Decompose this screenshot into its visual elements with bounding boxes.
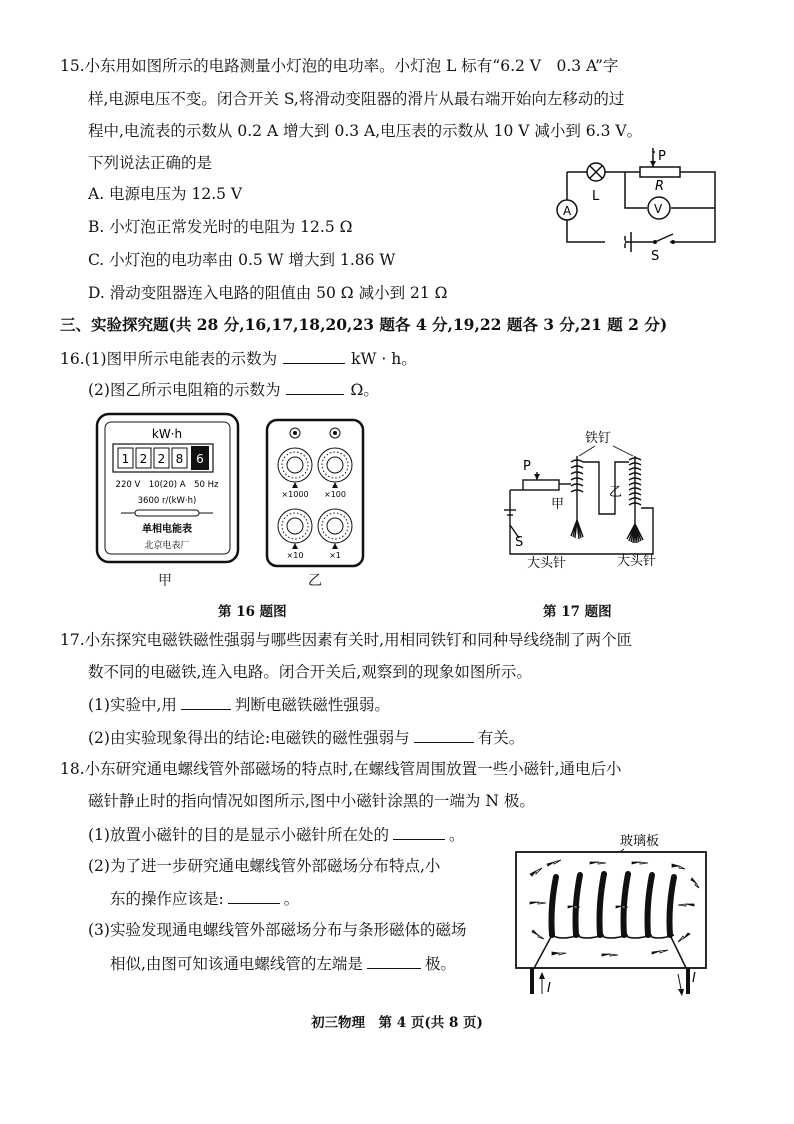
electromagnet-figure [495,422,680,574]
label-jia: 甲 [158,573,172,589]
circuit-label-l: L [592,189,600,204]
box-multiplier-1000: ×1000 [281,490,309,499]
circuit-label-v: V [654,202,663,216]
q18-part-3-text: 相似,由图可知该通电螺线管的左端是 [110,955,363,973]
q18-answer-blank-2[interactable] [228,887,280,904]
q18-part-1 [88,823,464,846]
box-multiplier-1: ×1 [329,551,341,560]
q18-current-label-left: I [547,981,551,996]
q16-answer-blank-1[interactable] [283,347,345,364]
electric-meter-figure [95,412,240,567]
solenoid-figure [512,822,712,1000]
q18-part-1-text: (1)放置小磁针的目的是显示小磁针所在处的 [88,826,389,844]
q15-stem-line-3: 程中,电流表的示数从 0.2 A 增大到 0.3 A,电压表的示数从 10 V 减小到 6.3 V。 [88,122,643,140]
q15-stem-line-4: 下列说法正确的是 [88,154,213,172]
q18-answer-blank-3[interactable] [367,952,421,969]
q15-stem-line-2: 样,电源电压不变。闭合开关 S,将滑动变阻器的滑片从最右端开始向左移动的过 [88,90,625,108]
q18-stem-line-1: 18.小东研究通电螺线管外部磁场的特点时,在螺线管周围放置一些小磁针,通电后小 [60,760,622,778]
q15-option-d: D. 滑动变阻器连入电路的阻值由 50 Ω 减小到 21 Ω [88,284,448,302]
q16-part-2 [88,378,379,401]
q15-circuit-diagram [555,148,725,266]
q16-figure-caption: 第 16 题图 [218,604,287,620]
q17-part-2 [88,726,524,749]
q17-label-s: S [515,535,524,550]
q16-part-2-unit: Ω。 [350,381,379,399]
circuit-label-p: P [658,149,666,164]
q15-stem-line-1: 15.小东用如图所示的电路测量小灯泡的电功率。小灯泡 L 标有“6.2 V 0.3 A”字 [60,57,619,75]
q17-part-1 [88,693,390,716]
page-footer: 初三物理 第 4 页(共 8 页) [311,1015,483,1031]
q18-part-2-line-1: (2)为了进一步研究通电螺线管外部磁场分布特点,小 [88,857,441,875]
meter-maker: 北京电表厂 [144,541,190,551]
q17-part-1-tail: 判断电磁铁磁性强弱。 [234,696,390,714]
q18-part-2-tail: 。 [283,890,300,908]
q17-label-p: P [523,459,531,474]
q18-part-3-line-1: (3)实验发现通电螺线管外部磁场分布与条形磁体的磁场 [88,921,467,939]
meter-specs: 220 V 10(20) A 50 Hz [115,480,219,490]
q17-label-pins-1: 大头针 [527,556,567,571]
q17-label-pins-2: 大头针 [617,554,657,569]
q17-stem-line-2: 数不同的电磁铁,连入电路。闭合开关后,观察到的现象如图所示。 [88,663,532,681]
box-multiplier-10: ×10 [286,551,304,560]
q16-answer-blank-2[interactable] [286,378,344,395]
q15-option-a: A. 电源电压为 12.5 V [88,185,243,203]
q17-part-2-text: (2)由实验现象得出的结论:电磁铁的磁性强弱与 [88,729,410,747]
q18-part-2-line-2 [110,887,299,910]
q18-part-1-tail: 。 [448,826,465,844]
q16-part-1 [60,347,417,370]
section-3-heading: 三、实验探究题(共 28 分,16,17,18,20,23 题各 4 分,19,22 题各 3 分,21 题 2 分) [60,315,668,334]
q15-option-b: B. 小灯泡正常发光时的电阻为 12.5 Ω [88,218,353,236]
q18-current-label-right: I [692,971,696,986]
q17-part-2-tail: 有关。 [477,729,525,747]
q18-answer-blank-1[interactable] [393,823,445,840]
q16-part-2-text: (2)图乙所示电阻箱的示数为 [88,381,281,399]
meter-digit-4: 8 [175,452,184,466]
q18-stem-line-2: 磁针静止时的指向情况如图所示,图中小磁针涂黑的一端为 N 极。 [88,792,535,810]
q16-part-1-text: 16.(1)图甲所示电能表的示数为 [60,350,278,368]
meter-digit-1: 1 [121,452,130,466]
q17-part-1-text: (1)实验中,用 [88,696,177,714]
q17-answer-blank-2[interactable] [414,726,474,743]
meter-digit-5: 6 [196,452,204,466]
q17-figure-caption: 第 17 题图 [543,604,612,620]
q18-part-2-text: 东的操作应该是: [110,890,224,908]
meter-name: 单相电能表 [142,524,192,535]
q17-label-yi: 乙 [609,485,623,500]
meter-unit: kW·h [151,427,183,441]
meter-rate: 3600 r/(kW·h) [137,496,197,506]
meter-digit-3: 2 [157,452,166,466]
box-multiplier-100: ×100 [324,490,346,499]
circuit-label-a: A [563,204,572,218]
circuit-label-s: S [651,249,660,264]
q17-label-nail: 铁钉 [585,431,612,446]
q15-option-c: C. 小灯泡的电功率由 0.5 W 增大到 1.86 W [88,251,396,269]
label-yi: 乙 [308,573,322,589]
q17-label-jia: 甲 [551,497,565,512]
q18-part-3-line-2 [110,952,456,975]
q18-part-3-tail: 极。 [424,955,456,973]
q18-label-glass-board: 玻璃板 [620,834,660,849]
circuit-label-r: R [655,179,665,194]
q17-answer-blank-1[interactable] [181,693,231,710]
meter-digit-2: 2 [139,452,148,466]
q16-part-1-unit: kW · h。 [351,350,417,368]
resistance-box-figure [265,418,365,570]
q17-stem-line-1: 17.小东探究电磁铁磁性强弱与哪些因素有关时,用相同铁钉和同种导线绕制了两个匝 [60,631,633,649]
